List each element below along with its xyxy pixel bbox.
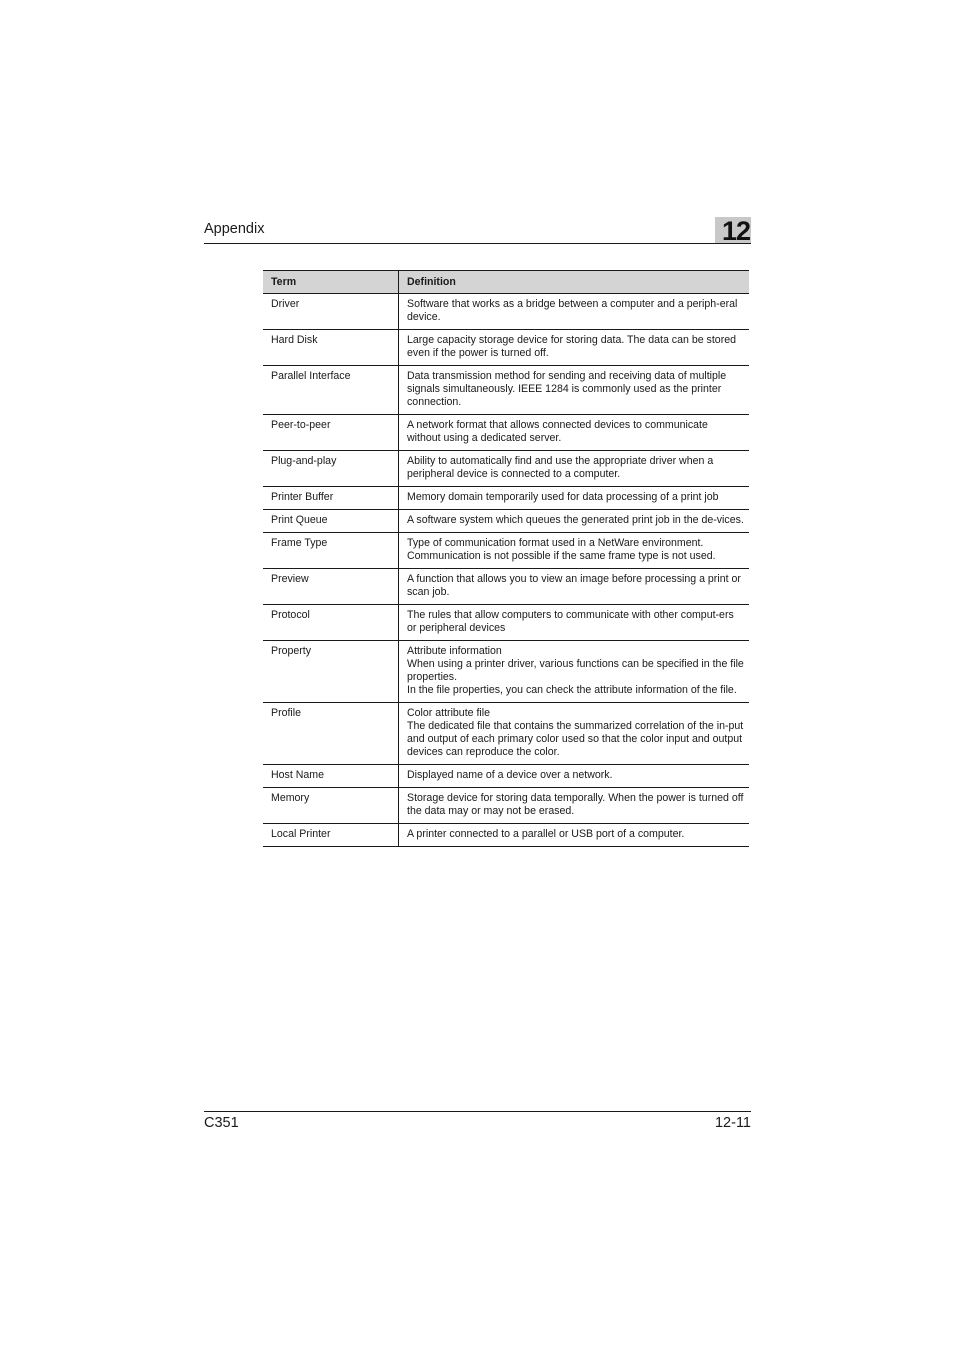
column-header-definition: Definition <box>399 271 750 294</box>
term-cell: Driver <box>263 294 399 330</box>
definition-text: A software system which queues the generated print job in the de-vices. <box>407 514 744 526</box>
table-row <box>263 510 749 533</box>
term-cell: Frame Type <box>263 533 399 569</box>
table-row <box>263 788 749 824</box>
term-cell: Hard Disk <box>263 330 399 366</box>
table-row <box>263 605 749 641</box>
definition-cell <box>399 330 750 366</box>
chapter-number: 12 <box>721 216 750 246</box>
table-row <box>263 451 749 487</box>
table-row <box>263 824 749 847</box>
column-header-term: Term <box>263 271 399 294</box>
term-cell: Property <box>263 641 399 703</box>
term-cell: Plug-and-play <box>263 451 399 487</box>
definition-text: The dedicated file that contains the summarized correlation of the in-put and output of each primary color used so that the color input and output devices can reproduce the color. <box>407 720 744 758</box>
page-header <box>204 217 751 244</box>
definition-text: A printer connected to a parallel or USB port of a computer. <box>407 828 685 840</box>
term-cell: Printer Buffer <box>263 487 399 510</box>
definition-text: Color attribute file <box>407 707 491 719</box>
definition-text: When using a printer driver, various functions can be specified in the file properties. <box>407 658 744 683</box>
chapter-tab <box>715 216 751 246</box>
definition-text: Displayed name of a device over a network. <box>407 769 613 781</box>
glossary-table <box>263 270 749 847</box>
table-row <box>263 366 749 415</box>
definition-cell <box>399 824 750 847</box>
definition-text: Data transmission method for sending and receiving data of multiple signals simultaneously. IEEE 1284 is commonly used as the printer connection. <box>407 370 727 408</box>
definition-cell <box>399 605 750 641</box>
definition-cell <box>399 294 750 330</box>
definition-text: Memory domain temporarily used for data processing of a print job <box>407 491 719 503</box>
table-row <box>263 294 749 330</box>
table-row <box>263 641 749 703</box>
definition-cell <box>399 569 750 605</box>
table-row <box>263 415 749 451</box>
definition-text: Storage device for storing data temporally. When the power is turned off the data may or may not be erased. <box>407 792 744 817</box>
definition-cell <box>399 703 750 765</box>
table-row <box>263 533 749 569</box>
glossary-body <box>263 294 749 847</box>
definition-cell <box>399 788 750 824</box>
definition-text: In the file properties, you can check the attribute information of the file. <box>407 684 737 696</box>
table-row <box>263 703 749 765</box>
section-title: Appendix <box>204 221 265 237</box>
table-row <box>263 569 749 605</box>
term-cell: Print Queue <box>263 510 399 533</box>
table-row <box>263 765 749 788</box>
definition-text: A function that allows you to view an image before processing a print or scan job. <box>407 573 741 598</box>
term-cell: Preview <box>263 569 399 605</box>
term-cell: Local Printer <box>263 824 399 847</box>
table-header-row <box>263 271 749 294</box>
term-cell: Profile <box>263 703 399 765</box>
page-footer <box>204 1111 751 1131</box>
page-number: 12-11 <box>714 1115 751 1131</box>
definition-text: A network format that allows connected devices to communicate without using a dedicated server. <box>407 419 708 444</box>
definition-text: Large capacity storage device for storing data. The data can be stored even if the power is turned off. <box>407 334 737 359</box>
term-cell: Memory <box>263 788 399 824</box>
definition-cell <box>399 533 750 569</box>
definition-cell <box>399 641 750 703</box>
table-row <box>263 330 749 366</box>
table-row <box>263 487 749 510</box>
definition-text: Attribute information <box>407 645 502 657</box>
definition-text: Type of communication format used in a NetWare environment. Communication is not possible if the same frame type is not used. <box>407 537 716 562</box>
definition-cell <box>399 510 750 533</box>
term-cell: Protocol <box>263 605 399 641</box>
definition-text: The rules that allow computers to communicate with other comput-ers or peripheral devices <box>407 609 734 634</box>
definition-cell <box>399 487 750 510</box>
definition-cell <box>399 415 750 451</box>
term-cell: Parallel Interface <box>263 366 399 415</box>
definition-cell <box>399 451 750 487</box>
definition-cell <box>399 366 750 415</box>
definition-text: Ability to automatically find and use the appropriate driver when a peripheral device is connected to a computer. <box>407 455 714 480</box>
footer-model: C351 <box>204 1115 239 1131</box>
term-cell: Host Name <box>263 765 399 788</box>
term-cell: Peer-to-peer <box>263 415 399 451</box>
definition-text: Software that works as a bridge between a computer and a periph-eral device. <box>407 298 738 323</box>
definition-cell <box>399 765 750 788</box>
